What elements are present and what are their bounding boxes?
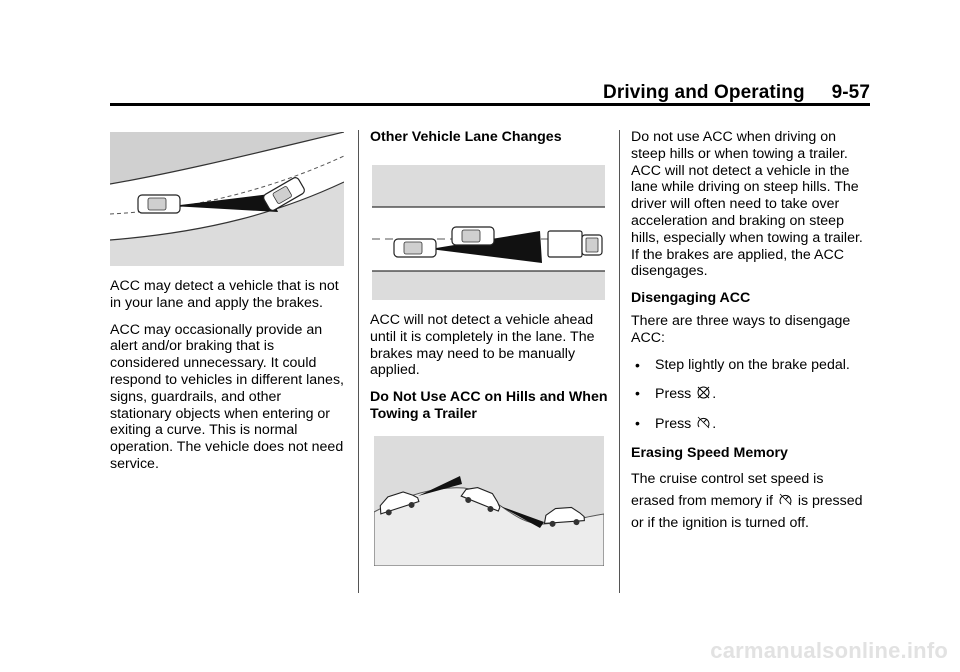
page-number: 9-57 bbox=[831, 82, 870, 103]
header-title bbox=[603, 82, 870, 104]
cruise-on-off-icon bbox=[696, 415, 711, 430]
list-item: • Press . bbox=[631, 415, 871, 433]
watermark: carmanualsonline.info bbox=[710, 638, 948, 663]
column-1 bbox=[110, 278, 346, 483]
heading-erasing-speed-memory: Erasing Speed Memory bbox=[631, 444, 788, 461]
heading-other-vehicle-lane-changes: Other Vehicle Lane Changes bbox=[370, 129, 562, 145]
col1-paragraph-2: ACC may occasionally provide an alert and/or braking that is considered unnecessary. It could respond to vehicles in different lanes, signs, guardrails, and other stationary objects when entering or exiting a curve. This is normal operation. The vehicle does not need service. bbox=[110, 321, 344, 472]
lane-change-illustration bbox=[372, 165, 605, 300]
cruise-cancel-icon bbox=[696, 385, 711, 400]
col3-paragraph-2: There are three ways to disengage ACC: bbox=[631, 312, 851, 346]
cruise-on-off-icon bbox=[778, 492, 793, 507]
list-item: • Press . bbox=[631, 385, 871, 403]
list-item: • Step lightly on the brake pedal. bbox=[631, 357, 871, 374]
curve-road-illustration bbox=[110, 132, 344, 266]
own-vehicle-icon bbox=[394, 239, 436, 257]
header-rule bbox=[110, 103, 870, 106]
column-2-bottom bbox=[370, 312, 610, 429]
col3-paragraph-1: Do not use ACC when driving on steep hills or when towing a trailer. ACC will not detect a vehicle in the lane while driving on steep hills. The driver will often need to take over acceleration and braking on steep hills, especially when towing a trailer. If the brakes are applied, the ACC disengages. bbox=[631, 129, 863, 280]
column-2-top bbox=[370, 129, 610, 152]
col1-paragraph-1: ACC may detect a vehicle that is not in your lane and apply the brakes. bbox=[110, 278, 339, 311]
column-divider-2 bbox=[619, 130, 620, 593]
hills-illustration bbox=[374, 436, 604, 566]
disengage-list bbox=[631, 357, 871, 433]
heading-disengaging-acc: Disengaging ACC bbox=[631, 290, 751, 307]
truck-icon bbox=[548, 231, 602, 257]
col2-paragraph-1: ACC will not detect a vehicle ahead until it is completely in the lane. The brakes may need to be manually applied. bbox=[370, 312, 595, 379]
col3-paragraph-3: The cruise control set speed is erased from memory if is pressed or if the ignition is turned off. bbox=[631, 470, 863, 531]
column-3 bbox=[631, 129, 871, 544]
heading-hills-trailer: Do Not Use ACC on Hills and When Towing a Trailer bbox=[370, 389, 608, 422]
merging-vehicle-icon bbox=[452, 227, 494, 245]
section-title: Driving and Operating bbox=[603, 82, 805, 103]
column-divider-1 bbox=[358, 130, 359, 593]
own-vehicle-icon bbox=[138, 195, 180, 213]
